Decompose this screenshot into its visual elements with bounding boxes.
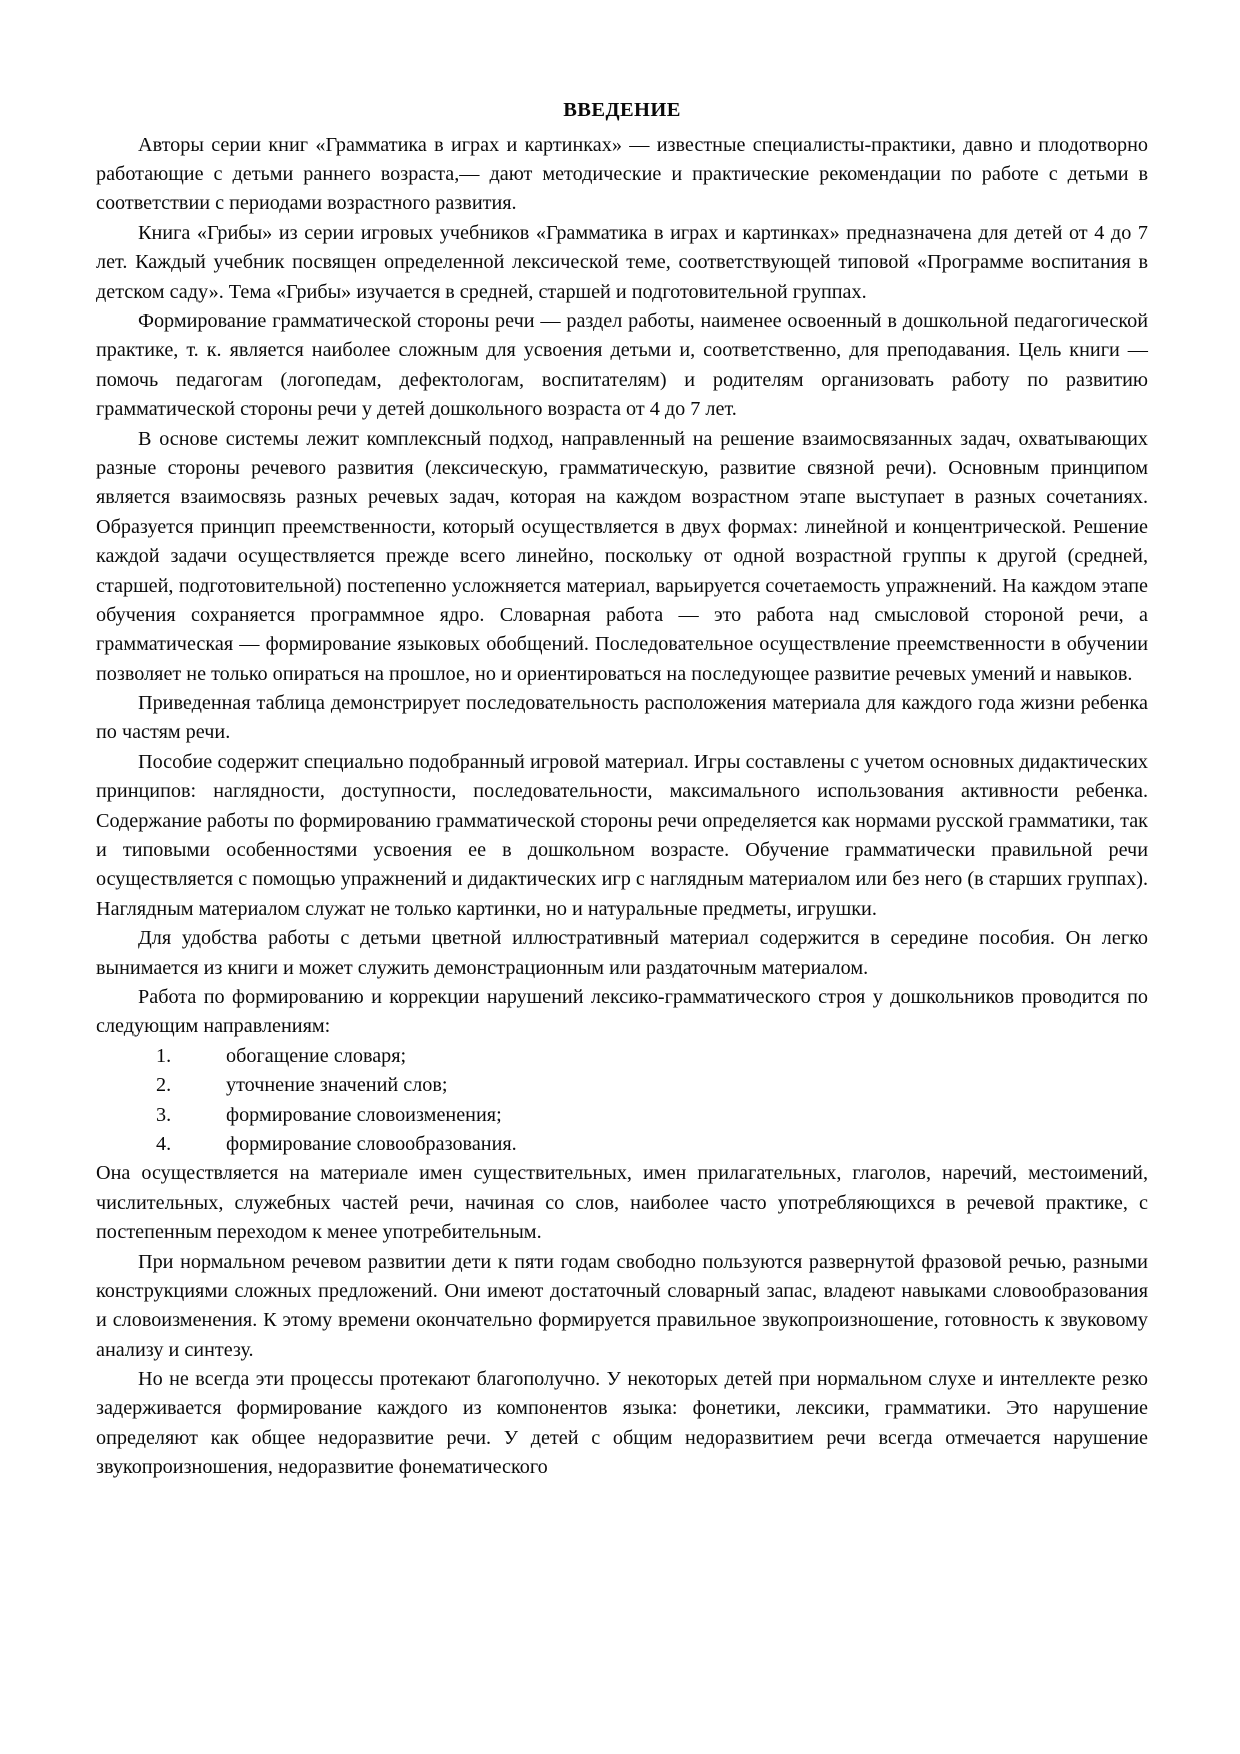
list-item-label: формирование словоизменения; xyxy=(226,1103,502,1126)
paragraph-grammar-formation: Формирование грамматической стороны речи — раздел работы, наименее освоенный в дошкольной педагогической практике, т. к. является наиболее сложным для усвоения детьми и, соответственно, для преподавания. Цель книги — помочь педагогам (логопедам, дефектологам, воспитателям) и родителям организовать работу по развитию грамматической стороны речи у детей дошкольного возраста от 4 до 7 лет. xyxy=(96,310,1148,421)
list-item xyxy=(96,1071,1148,1100)
list-item xyxy=(96,1042,1148,1071)
paragraph-directions-lead-in: Работа по формированию и коррекции нарушений лексико-грамматического строя у дошкольников проводится по следующим направлениям: xyxy=(96,986,1148,1038)
paragraph-system-basis: В основе системы лежит комплексный подход, направленный на решение взаимосвязанных задач, охватывающих разные стороны речевого развития (лексическую, грамматическую, развитие связной речи). Основным принципом является взаимосвязь разных речевых задач, которая на каждом возрастном этапе выступает в разных сочетаниях. Образуется принцип преемственности, который осуществляется в двух формах: линейной и концентрической. Решение каждой задачи осуществляется прежде всего линейно, поскольку от одной возрастной группы к другой (средней, старшей, подготовительной) постепенно усложняется материал, варьируется сочетаемость упражнений. На каждом этапе обучения сохраняется программное ядро. Словарная работа — это работа над смысловой стороной речи, а грамматическая — формирование языковых обобщений. Последовательное осуществление преемственности в обучении позволяет не только опираться на прошлое, но и ориентироваться на последующее развитие речевых умений и навыков. xyxy=(96,427,1148,685)
list-item-label: уточнение значений слов; xyxy=(226,1074,448,1097)
directions-numbered-list xyxy=(96,1042,1148,1160)
list-item-label: обогащение словаря; xyxy=(226,1044,407,1067)
paragraph-game-material: Пособие содержит специально подобранный игровой материал. Игры составлены с учетом основных дидактических принципов: наглядности, доступности, последовательности, максимального использования активности ребенка. Содержание работы по формированию грамматической стороны речи определяется как нормами русской грамматики, так и типовыми особенностями усвоения ее в дошкольном возрасте. Обучение грамматически правильной речи осуществляется с помощью упражнений и дидактических игр с наглядным материалом или без него (в старших группах). Наглядным материалом служат не только картинки, но и натуральные предметы, игрушки. xyxy=(96,750,1148,920)
paragraph-speech-underdevelopment: Но не всегда эти процессы протекают благополучно. У некоторых детей при нормальном слухе и интеллекте резко задерживается формирование каждого из компонентов языка: фонетики, лексики, грамматики. Это нарушение определяют как общее недоразвитие речи. У детей с общим недоразвитием речи всегда отмечается нарушение звукопроизношения, недоразвитие фонематического xyxy=(96,1368,1148,1479)
paragraph-book-gribi: Книга «Грибы» из серии игровых учебников «Грамматика в играх и картинках» предназначена для детей от 4 до 7 лет. Каждый учебник посвящен определенной лексической теме, соответствующей типовой «Программе воспитания в детском саду». Тема «Грибы» изучается в средней, старшей и подготовительной группах. xyxy=(96,221,1148,303)
list-item xyxy=(96,1101,1148,1130)
list-item-number: 2. xyxy=(156,1074,172,1097)
paragraph-parts-of-speech: Она осуществляется на материале имен существительных, имен прилагательных, глаголов, наречий, местоимений, числительных, служебных частей речи, начиная со слов, наиболее часто употребляющихся в речевой практике, с постепенным переходом к менее употребительным. xyxy=(96,1162,1148,1244)
paragraph-table-sequence: Приведенная таблица демонстрирует последовательность расположения материала для каждого года жизни ребенка по частям речи. xyxy=(96,692,1148,744)
list-item-number: 4. xyxy=(156,1132,172,1155)
list-item-number: 3. xyxy=(156,1103,172,1126)
list-item-number: 1. xyxy=(156,1044,172,1067)
document-body xyxy=(96,131,1148,1483)
list-item xyxy=(96,1130,1148,1159)
page-title: ВВЕДЕНИЕ xyxy=(563,99,681,121)
paragraph-illustrative-material: Для удобства работы с детьми цветной иллюстративный материал содержится в середине пособия. Он легко вынимается из книги и может служить демонстрационным или раздаточным материалом. xyxy=(96,927,1148,979)
paragraph-intro-authors: Авторы серии книг «Грамматика в играх и картинках» — известные специалисты-практики, давно и плодотворно работающие с детьми раннего возраста,— дают методические и практические рекомендации по работе с детьми в соответствии с периодами возрастного развития. xyxy=(96,133,1148,215)
paragraph-normal-development: При нормальном речевом развитии дети к пяти годам свободно пользуются развернутой фразовой речью, разными конструкциями сложных предложений. Они имеют достаточный словарный запас, владеют навыками словообразования и словоизменения. К этому времени окончательно формируется правильное звукопроизношение, готовность к звуковому анализу и синтезу. xyxy=(96,1250,1148,1361)
list-item-label: формирование словообразования. xyxy=(226,1132,517,1155)
